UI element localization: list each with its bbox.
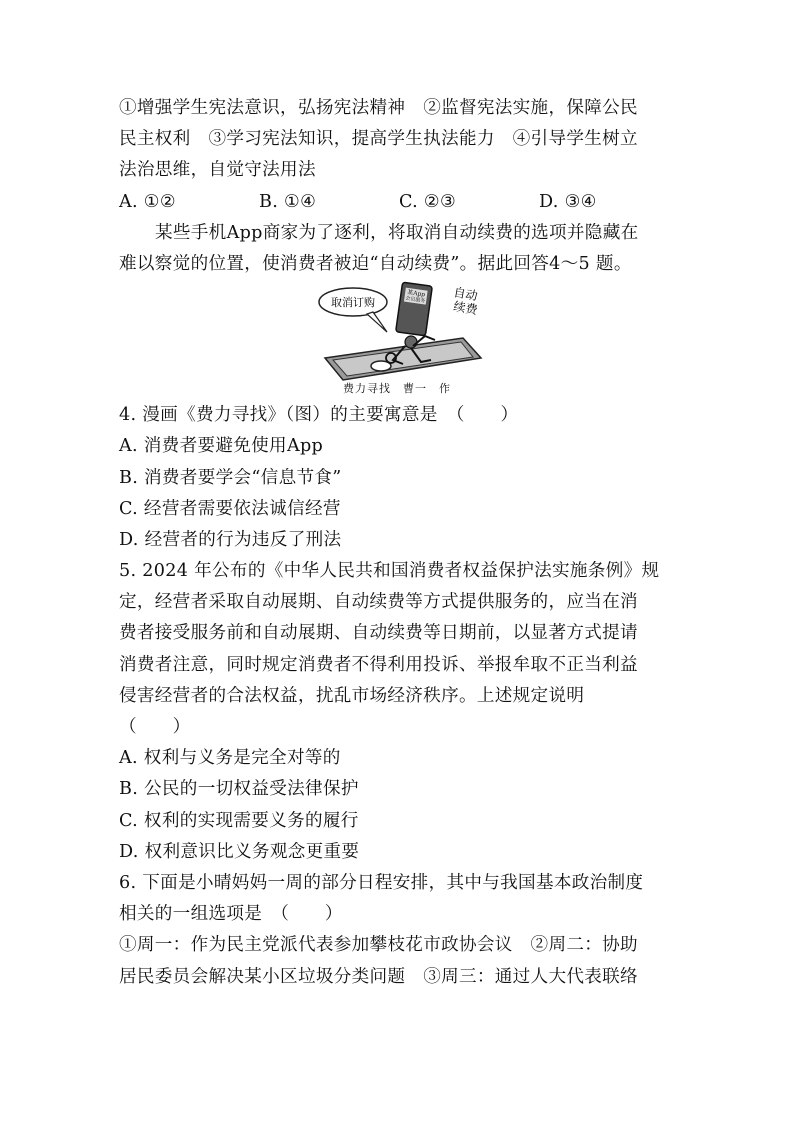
question-5-stem: 5. 2024 年公布的《中华人民共和国消费者权益保护法实施条例》规	[119, 561, 660, 582]
choice-d: D. ③④	[539, 191, 597, 212]
q5-option-d: D. 权利意识比义务观念更重要	[119, 841, 360, 862]
text-line: 法治思维，自觉守法用法	[119, 160, 316, 181]
document-page	[119, 93, 679, 993]
question-5-stem: 费者接受服务前和自动展期、自动续费等日期前，以显著方式提请	[119, 623, 638, 644]
question-5-stem: 侵害经营者的合法权益，扰乱市场经济秩序。上述规定说明	[119, 685, 585, 706]
choice-a: A. ①②	[119, 191, 176, 212]
stem-line: 难以察觉的位置，使消费者被迫“自动续费”。据此回答4～5 题。	[119, 253, 632, 274]
question-5-blank: （ ）	[119, 717, 191, 737]
bubble-text: 取消订购	[331, 296, 375, 310]
question-6-stem: 相关的一组选项是 （ ）	[119, 904, 343, 925]
phone-text: 会员服务	[404, 295, 426, 305]
q4-option-a: A. 消费者要避免使用App	[119, 436, 324, 457]
question-6-stem: 6. 下面是小晴妈妈一周的部分日程安排，其中与我国基本政治制度	[119, 872, 644, 893]
question-5-stem: 消费者注意，同时规定消费者不得利用投诉、举报牟取不正当利益	[119, 654, 638, 675]
text-line: 民主权利 ③学习宪法知识，提高学生执法能力 ④引导学生树立	[119, 129, 638, 150]
comic-caption: 费力寻找 曹一 作	[343, 382, 451, 396]
q5-option-b: B. 公民的一切权益受法律保护	[119, 779, 359, 800]
q5-option-c: C. 权利的实现需要义务的履行	[119, 810, 359, 831]
comic-illustration	[313, 280, 483, 400]
question-5-stem: 定，经营者采取自动展期、自动续费等方式提供服务的，应当在消	[119, 592, 638, 613]
question-6-stem: 居民委员会解决某小区垃圾分类问题 ③周三：通过人大代表联络	[119, 966, 638, 987]
choice-b: B. ①④	[259, 191, 317, 212]
q5-option-a: A. 权利与义务是完全对等的	[119, 748, 341, 769]
q4-option-c: C. 经营者需要依法诚信经营	[119, 498, 341, 519]
choice-c: C. ②③	[399, 191, 457, 212]
q3-choices	[119, 187, 679, 218]
text-line: ①增强学生宪法意识，弘扬宪法精神 ②监督宪法实施，保障公民	[119, 98, 638, 118]
q4-option-b: B. 消费者要学会“信息节食”	[119, 467, 342, 488]
side-text: 续费	[452, 299, 479, 318]
question-6-stem: ①周一：作为民主党派代表参加攀枝花市政协会议 ②周二：协助	[119, 935, 638, 956]
side-text: 自动	[452, 285, 479, 304]
comic-drawing	[313, 280, 483, 382]
phone-text: 某App	[406, 289, 426, 299]
question-4-stem: 4. 漫画《费力寻找》（图）的主要寓意是 （ ）	[119, 405, 519, 426]
stem-line: 某些手机App商家为了逐利，将取消自动续费的选项并隐藏在	[155, 222, 639, 243]
q4-option-d: D. 经营者的行为违反了刑法	[119, 529, 342, 550]
